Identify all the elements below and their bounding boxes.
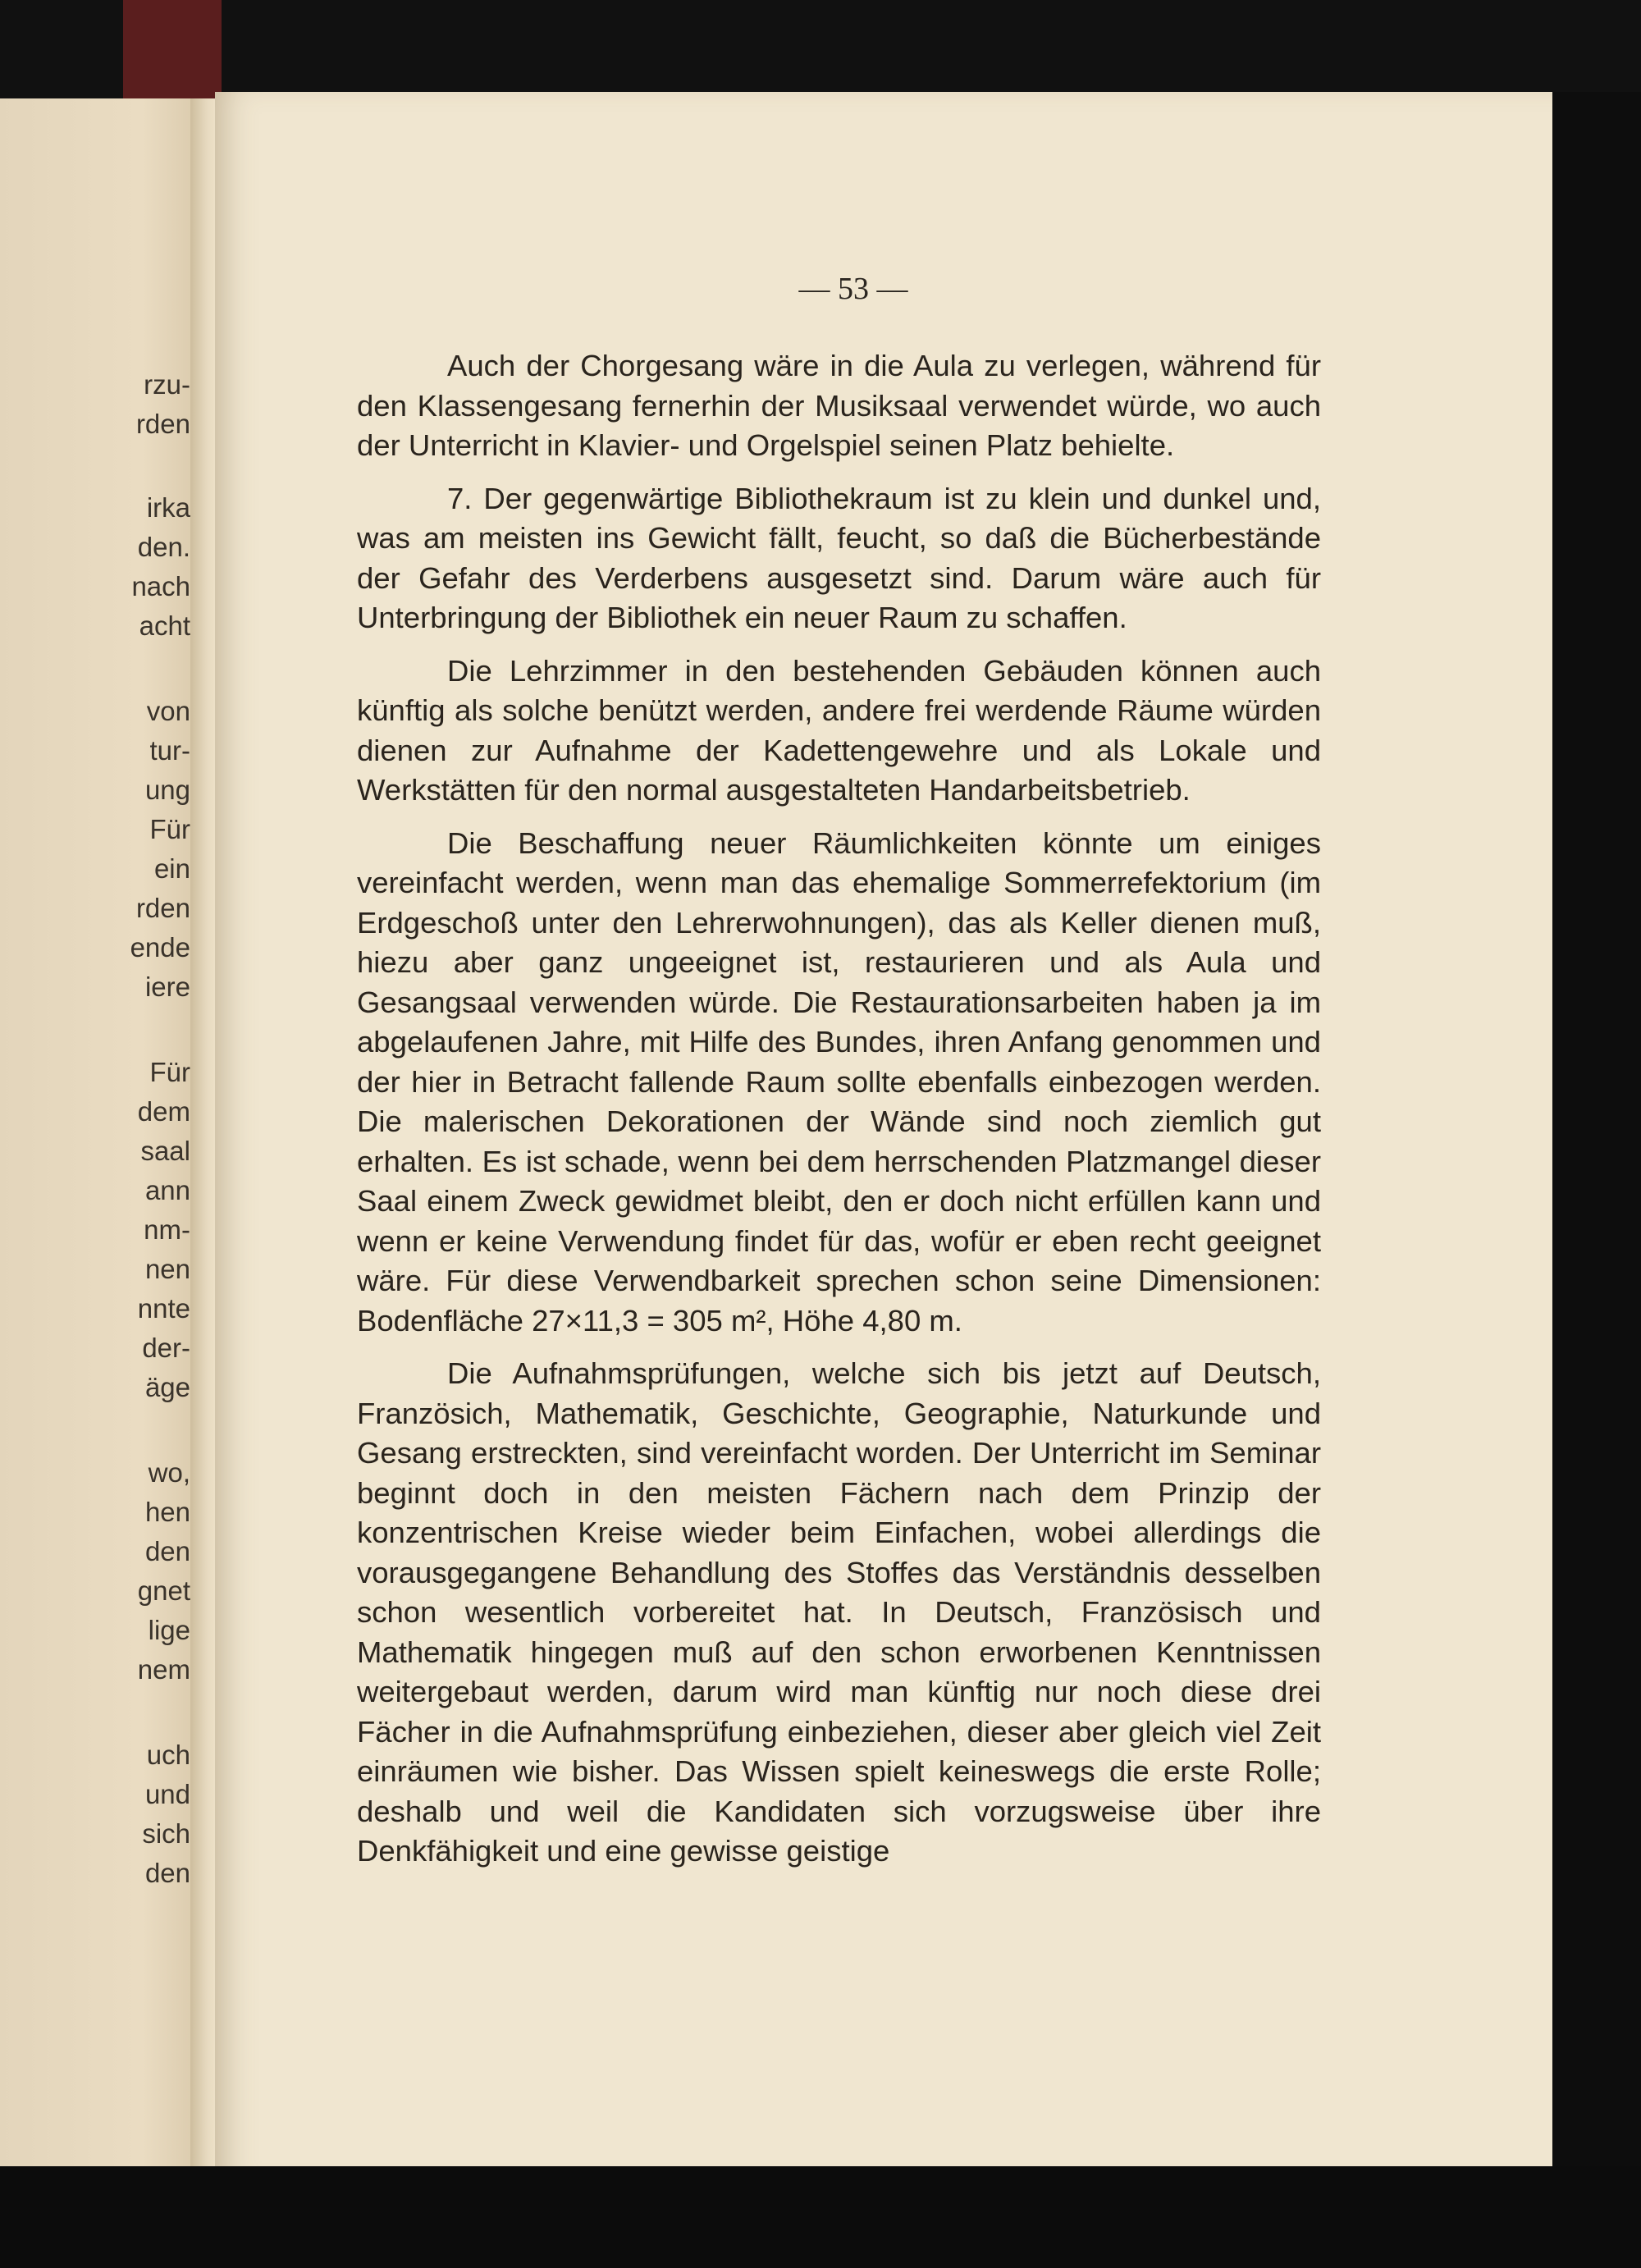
paragraph-3: Die Lehrzimmer in den bestehenden Gebäuden können auch künftig als solche benützt werden, andere frei werdende Räume würden dienen zur Aufnahme der Kadettengewehre und als Lokale und Werkstätten für den normal ausgestalteten Handarbeitsbetrieb. <box>357 653 1321 807</box>
book-gutter <box>190 98 218 2166</box>
left-fragment: Für <box>149 1057 190 1087</box>
binding-cloth <box>123 0 222 98</box>
left-fragment: irka <box>146 492 190 523</box>
left-fragment: rden <box>135 409 190 439</box>
paragraph-1: Auch der Chorgesang wäre in die Aula zu verlegen, während für den Klassengesang fernerhin der Musiksaal verwendet würde, wo auch der Unterricht in Klavier- und Orgelspiel seinen Platz behielte. <box>357 349 1321 462</box>
left-fragment: acht <box>139 610 190 641</box>
left-fragment: rden <box>135 893 190 923</box>
paragraph-5: Die Aufnahmsprüfungen, welche sich bis jetzt auf Deutsch, Französich, Mathematik, Geschichte, Geographie, Naturkunde und Gesang erstreckten, sind vereinfacht worden. Der Unterricht im Seminar beginnt doch in den meisten Fächern nach dem Prinzip der konzentrischen Kreise wieder beim Einfachen, wobei allerdings die vorausgegangene Behandlung des Stoffes das Verständnis desselben schon wesentlich vorbereitet hat. In Deutsch, Französisch und Mathematik hingegen muß auf den schon erworbenen Kenntnissen weitergebaut werden, darum wird man künftig nur noch diese drei Fächer in die Aufnahmsprüfung einbeziehen, dieser aber gleich viel Zeit einräumen wie bisher. Das Wissen spielt keineswegs die erste Rolle; deshalb und weil die Kandidaten sich vorzugsweise über ihre Denkfähigkeit und eine gewisse geistige <box>357 1356 1321 1868</box>
left-fragment: ann <box>144 1175 190 1205</box>
left-fragment: den. <box>137 532 190 562</box>
page-number: — 53 — <box>798 272 908 306</box>
left-fragment: wo, <box>148 1457 190 1488</box>
left-fragment: äge <box>144 1372 190 1402</box>
left-fragment: lige <box>148 1615 190 1645</box>
left-fragment: sich <box>142 1818 190 1849</box>
left-fragment: ein <box>153 853 190 884</box>
left-fragment: der- <box>142 1333 190 1363</box>
left-fragment: ende <box>130 932 190 963</box>
left-fragment: und <box>144 1779 190 1809</box>
scan-top-edge <box>0 0 1641 98</box>
left-fragment: von <box>146 696 190 726</box>
left-fragment: saal <box>140 1136 190 1166</box>
left-fragment: tur- <box>149 735 190 766</box>
scan-bottom-edge <box>0 2166 1641 2268</box>
scan-right-edge <box>1552 92 1641 2183</box>
paragraph-2: 7. Der gegenwärtige Bibliothekraum ist zu klein und dunkel und, was am meisten ins Gewicht fällt, feucht, so daß die Bücherbestände der Gefahr des Verderbens ausgesetzt sind. Darum wäre auch für Unterbringung der Bibliothek ein neuer Raum zu schaffen. <box>357 481 1321 634</box>
left-fragment: iere <box>144 972 190 1002</box>
left-fragment: nen <box>144 1254 190 1284</box>
body-text <box>357 346 1321 1885</box>
left-fragment: rzu- <box>144 369 190 400</box>
left-fragment: den <box>144 1536 190 1566</box>
left-fragment: dem <box>137 1096 190 1127</box>
left-fragment: nem <box>137 1654 190 1685</box>
paragraph-4: Die Beschaffung neuer Räumlichkeiten könnte um einiges vereinfacht werden, wenn man das ehemalige Sommerrefektorium (im Erdgeschoß unter den Lehrerwohnungen), das als Keller dienen muß, hiezu aber ganz ungeeignet ist, restaurieren und als Aula und Gesangsaal verwenden würde. Die Restaurationsarbeiten haben ja im abgelaufenen Jahre, mit Hilfe des Bundes, ihren Anfang genommen und der hier in Betracht fallende Raum sollte ebenfalls einbezogen werden. Die malerischen Dekorationen der Wände sind noch ziemlich gut erhalten. Es ist schade, wenn bei dem herrschenden Platzmangel dieser Saal einem Zweck gewidmet bleibt, den er doch nicht erfüllen kann und wenn er keine Verwendung findet für das, wofür er eben recht geeignet wäre. Für diese Verwendbarkeit sprechen schon seine Dimensionen: Bodenfläche 27×11,3 = 305 m², Höhe 4,80 m. <box>357 825 1321 1337</box>
left-fragment: nnte <box>137 1293 190 1324</box>
left-fragment: nm- <box>144 1214 190 1245</box>
left-fragment: uch <box>146 1740 190 1770</box>
left-fragment: gnet <box>137 1575 190 1606</box>
left-fragment: ung <box>144 775 190 805</box>
left-fragment: hen <box>144 1497 190 1527</box>
left-fragment: nach <box>131 571 190 601</box>
left-fragment: Für <box>149 814 190 844</box>
left-fragment: den <box>144 1858 190 1888</box>
left-page-edge <box>0 98 203 2166</box>
